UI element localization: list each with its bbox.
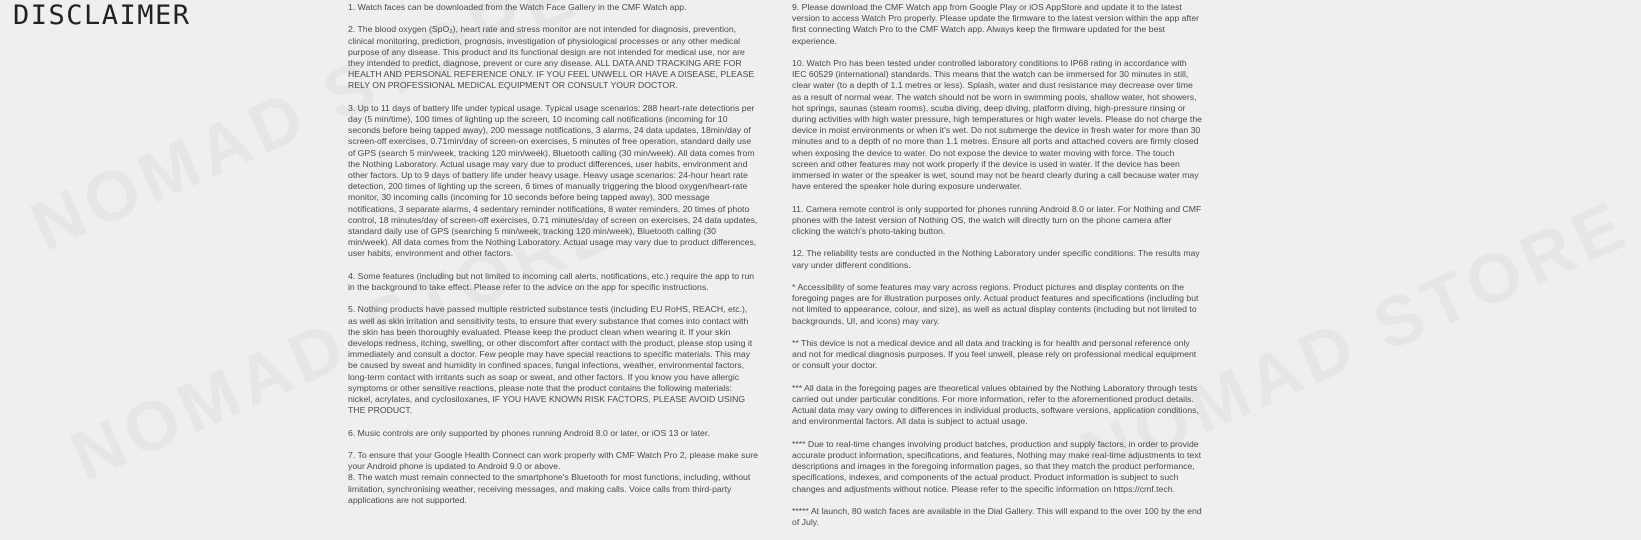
disclaimer-note-12: 12. The reliability tests are conducted in the Nothing Laboratory under specific conditions. The results may vary under different conditions. xyxy=(792,248,1200,270)
disclaimer-note-11: 11. Camera remote control is only supported for phones running Android 8.0 or later. For Nothing and CMF phones with the latest version of Nothing OS, the watch will directly turn on the phone camera after clicking the watch's photo-taking button. xyxy=(792,203,1202,237)
disclaimer-note-6: 6. Music controls are only supported by phones running Android 8.0 or later, or iOS 13 or later. xyxy=(348,427,710,438)
disclaimer-note-5: 5. Nothing products have passed multiple restricted substance tests (including EU RoHS, REACH, etc.), as well as skin irritation and sensitivity tests, to ensure that every substance that comes into contact with the skin has been thoroughly evaluated. Please keep the product clean when wearing it. If your skin develops redness, itching, swelling, or other discomfort after contact with the product, please stop using it immediately and consult a doctor. Few people may have special reactions to specific materials. This may be caused by sweat and humidity in confined spaces, fungal infections, weather, environmental factors, long-term contact with irritants such as soap or sweat, and other factors. If you know you have allergic symptoms or other sensitive reactions, please note that the product contains the following materials: nickel, acrylates, and cyclosiloxanes, IF YOU HAVE KNOWN RISK FACTORS, PLEASE AVOID USING THE PRODUCT. xyxy=(348,304,753,416)
page-title: DISCLAIMER xyxy=(13,0,191,31)
disclaimer-column-left xyxy=(348,2,758,517)
disclaimer-note-3: 3. Up to 11 days of battery life under typical usage. Typical usage scenarios: 288 heart-rate detections per day (5 min/time), 100 times of lighting up the screen, 10 incoming call notifications (incoming for 10 seconds before being tapped away), 200 message notifications, 3 alarms, 24 data updates, 18min/day of screen-off exercises, 0.71min/day of screen-on exercises, 5 minutes of free operation, standard daily use of GPS (search 5 min/week, tracking 120 min/week), Bluetooth calling (30 min/week). All data comes from the Nothing Laboratory. Actual usage may vary due to product differences, user habits, environment and other factors. Up to 9 days of battery life under heavy usage. Heavy usage scenarios: 24-hour heart rate detection, 200 times of lighting up the screen, 6 times of manually triggering the blood oxygen/heart-rate monitor, 30 incoming calls (incoming for 10 seconds before being tapped away), 300 message notifications, 3 separate alarms, 4 sedentary reminder notifications, 8 water reminders, 20 times of photo control, 18 minutes/day of screen-off exercises, 0.71 minutes/day of screen on exercises, 24 data updates, standard daily use of GPS (searching 5 min/week, tracking 120 min/week), Bluetooth calling (30 min/week). All data comes from the Nothing Laboratory. Actual usage may vary due to product differences, user habits, environment and other factors. xyxy=(348,102,758,259)
footnote-4: **** Due to real-time changes involving product batches, production and supply factors, in order to provide accurate product information, specifications, and features, Nothing may make real-time adjustments to text descriptions and images in the foregoing information pages, so that they match the product performance, specifications, indexes, and components of the actual product. Product information is subject to such changes and adjustments without notice. Please refer to the specific information on https://cmf.tech. xyxy=(792,438,1201,494)
disclaimer-note-4: 4. Some features (including but not limited to incoming call alerts, notifications, etc.) require the app to run in the background to take effect. Please refer to the advice on the app for specific instructions. xyxy=(348,270,755,293)
disclaimer-note-9: 9. Please download the CMF Watch app from Google Play or iOS AppStore and update it to the latest version to access Watch Pro properly. Please update the firmware to the latest version within the app after first connecting Watch Pro to the CMF Watch app. Always keep the firmware updated for the best experience. xyxy=(792,2,1200,46)
disclaimer-note-10: 10. Watch Pro has been tested under controlled laboratory conditions to IP68 rating in accordance with IEC 60529 (international) standards. This means that the watch can be immersed for 30 minutes in still, clear water (to a depth of 1.1 metres or less). Splash, water and dust resistance may decrease over time as a result of normal wear. The watch should not be worn in swimming pools, shallow water, hot showers, hot springs, saunas (steam rooms), scuba diving, deep diving, platform diving, high-pressure rinsing or during activities with high water pressure, high temperatures or high water levels. Please do not charge the device in moist environments or when it's wet. Do not submerge the device in fresh water for more than 30 minutes and to a depth of no more than 1.1 metres. Ensure all ports and attached covers are firmly closed when exposing the device to water. Do not expose the device to water moving with force. The touch screen and other features may not work properly if the device is used in water. If the device has been immersed in water or the speaker is wet, sound may not be heard clearly during a call because water may have entered the speaker hole during exposure underwater. xyxy=(792,58,1202,192)
footnote-3: *** All data in the foregoing pages are theoretical values obtained by the Nothing Laboratory through tests carried out under particular conditions. For more information, refer to the aforementioned product details. Actual data may vary owing to differences in individual products, software versions, application conditions, and environmental factors. All data is subject to actual usage. xyxy=(792,382,1199,427)
disclaimer-column-right xyxy=(792,2,1202,540)
footnote-5: ***** At launch, 80 watch faces are available in the Dial Gallery. This will expand to the over 100 by the end of July. xyxy=(792,506,1202,528)
disclaimer-note-2: 2. The blood oxygen (SpO₂), heart rate and stress monitor are not intended for diagnosis, prevention, clinical monitoring, prediction, prognosis, investigation of physiological processes or any other medical purpose of any disease. This product and its functional design are not intended for medical use, nor are they intended to predict, diagnose, prevent or cure any disease. ALL DATA AND TRACKING ARE FOR HEALTH AND PERSONAL REFERENCE ONLY. IF YOU FEEL UNWELL OR HAVE A DISEASE, PLEASE RELY ON PROFESSIONAL MEDICAL EQUIPMENT OR CONSULT YOUR DOCTOR. xyxy=(348,24,755,91)
footnote-1: * Accessibility of some features may vary across regions. Product pictures and display contents on the foregoing pages are for illustration purposes only. Actual product features and specifications (including but not limited to appearance, colour, and size), as well as actual display contents (including but not limited to backgrounds, UI, and icons) may vary. xyxy=(792,282,1199,326)
disclaimer-note-7: 7. To ensure that your Google Health Connect can work properly with CMF Watch Pro 2, please make sure your Android phone is updated to Android 9.0 or above. xyxy=(348,450,758,472)
footnote-2: ** This device is not a medical device and all data and tracking is for health and personal reference only and not for medical diagnosis purposes. If you feel unwell, please rely on professional medical equipment or consult your doctor. xyxy=(792,338,1197,371)
disclaimer-note-1: 1. Watch faces can be downloaded from the Watch Face Gallery in the CMF Watch app. xyxy=(348,2,687,12)
disclaimer-note-8: 8. The watch must remain connected to the smartphone's Bluetooth for most functions, including, without limitation, synchronising weather, receiving messages, and making calls. Voice calls from third-party applications are not supported. xyxy=(348,472,751,505)
